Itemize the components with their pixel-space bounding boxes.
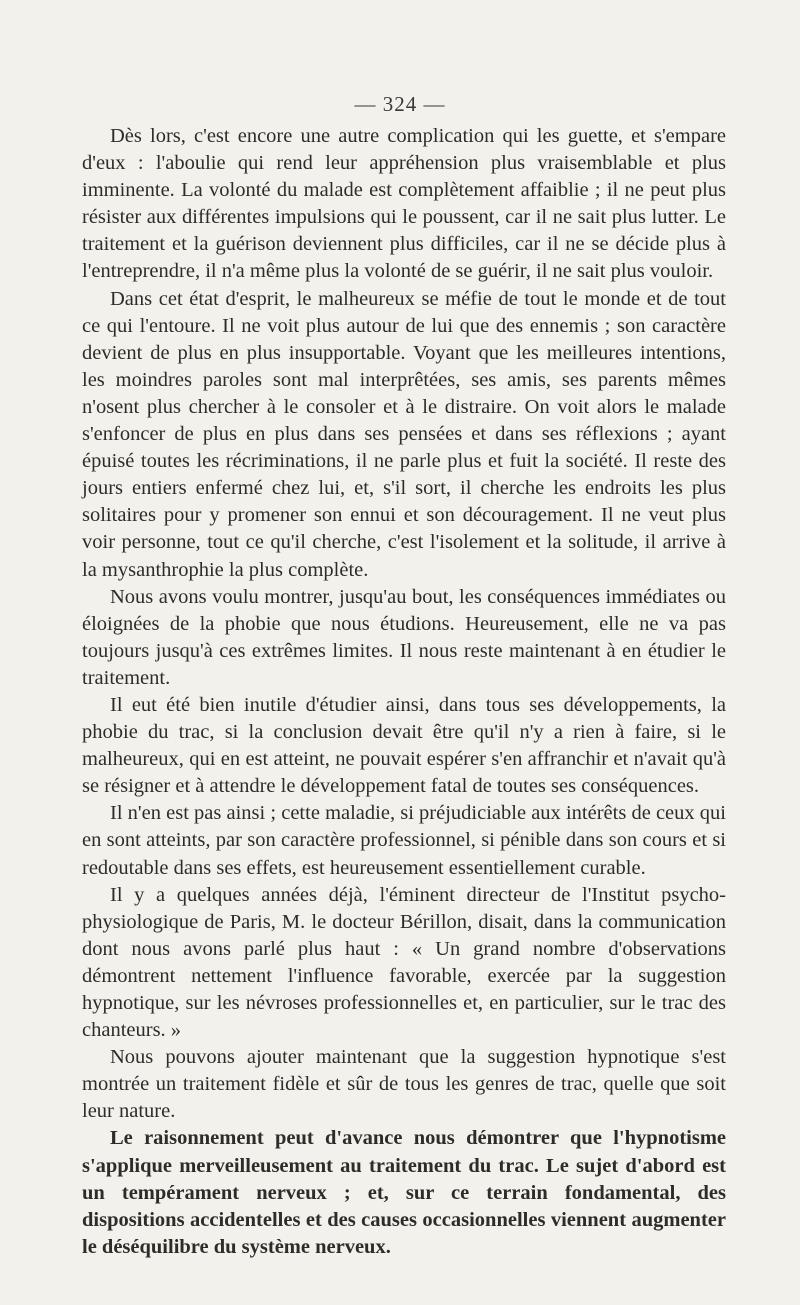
paragraph: Dans cet état d'esprit, le malheureux se méfie de tout le monde et de tout ce qui l'entoure. Il ne voit plus autour de lui que des ennemis ; son caractère devient de plus en plus insupportable. Voyant que les meilleures intentions, les moindres paroles sont mal interprêtées, ses amis, ses parents mêmes n'osent plus chercher à le consoler et à le distraire. On voit alors le malade s'enfoncer de plus en plus dans ses pensées et dans ses réflexions ; ayant épuisé toutes les récriminations, il ne parle plus et fuit la société. Il reste des jours entiers enfermé chez lui, et, s'il sort, il cherche les endroits les plus solitaires pour y promener son ennui et son découragement. Il ne veut plus voir personne, tout ce qu'il cherche, c'est l'isolement et la solitude, il arrive à la mysanthrophie la plus complète.: [82, 287, 726, 581]
page-number: — 324 —: [354, 92, 446, 116]
paragraph: Nous pouvons ajouter maintenant que la suggestion hypnotique s'est montrée un traitement fidèle et sûr de tous les genres de trac, quelle que soit leur nature.: [82, 1046, 726, 1123]
paragraph: Le raisonnement peut d'avance nous démontrer que l'hypnotisme s'applique merveilleusement au traitement du trac. Le sujet d'abord est un tempérament nerveux ; et, sur ce terrain fondamental, des dispositions accidentelles et des causes occasionnelles viennent augmenter le déséquilibre du système nerveux.: [82, 1127, 726, 1258]
paragraph: Il n'en est pas ainsi ; cette maladie, si préjudiciable aux intérêts de ceux qui en sont atteints, par son caractère professionnel, si pénible dans son cours et si redoutable dans ses effets, est heureusement essentiellement curable.: [82, 802, 726, 879]
paragraph: Il eut été bien inutile d'étudier ainsi, dans tous ses développements, la phobie du trac, si la conclusion devait être qu'il n'y a rien à faire, si le malheureux, qui en est atteint, ne pouvait espérer s'en affranchir et n'avait qu'à se résigner et à attendre le développement fatal de toutes ses conséquences.: [82, 693, 726, 798]
body-text: [82, 123, 726, 1261]
paragraph: Il y a quelques années déjà, l'éminent directeur de l'Institut psycho-physiologique de Paris, M. le docteur Bérillon, disait, dans la communication dont nous avons parlé plus haut : « Un grand nombre d'observations démontrent nettement l'influence favorable, exercée par la suggestion hypnotique, sur les névroses professionnelles et, en particulier, sur le trac des chanteurs. »: [82, 883, 726, 1042]
paragraph: Nous avons voulu montrer, jusqu'au bout, les conséquences immédiates ou éloignées de la phobie que nous étudions. Heureusement, elle ne va pas toujours jusqu'à ces extrêmes limites. Il nous reste maintenant à en étudier le traitement.: [82, 585, 726, 689]
paragraph: Dès lors, c'est encore une autre complication qui les guette, et s'empare d'eux : l'aboulie qui rend leur appréhension plus vraisemblable et plus imminente. La volonté du malade est complètement affaiblie ; il ne peut plus résister aux différentes impulsions qui le poussent, car il ne sait plus lutter. Le traitement et la guérison deviennent plus difficiles, car il ne se décide plus à l'entreprendre, il n'a même plus la volonté de se guérir, il ne sait plus vouloir.: [82, 125, 726, 283]
